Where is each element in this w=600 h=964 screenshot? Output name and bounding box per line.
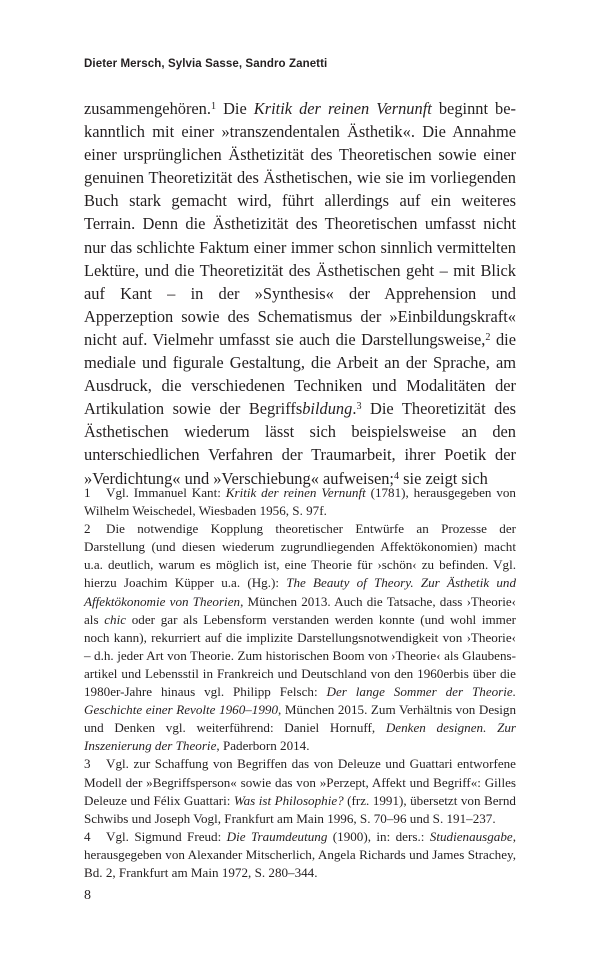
- footnote-4: [84, 828, 516, 882]
- footnote-2: [84, 520, 516, 755]
- text-run: oder gar als Lebensform verstanden werden konnte (und wohl immer noch kann), rekurriert auf die implizite Darstellungsnotwendigkeit von ›Theorie‹ – d.h. jeder Art von Theorie. Zum historischen Boom von ›Theorie‹ als Glaubensartikel und Lebensstil in Frankreich und Deutschland von den 1960erbis über die 1980er-Jahre hinaus vgl. Philipp Felsch:: [84, 611, 517, 700]
- footnote-number: 2: [84, 521, 91, 537]
- footnote-text: [84, 756, 516, 825]
- text-run: beginnt bekanntlich mit einer »transzendentalen Ästhetik«. Die Annahme einer ursprünglichen Ästhetizität des Theoretischen sowie einer genuinen Theoretizität des Ästhetischen, wie sie im vorliegenden Buch stark gemacht wird, führt allerdings auf ein weiteres Terrain. Denn die Ästhetizität des Theoretischen umfasst nicht nur das schlichte Faktum einer immer schon sinnlich vermittelten Lektüre, und die Theoretizität des Ästhetischen geht – mit Blick auf Kant – in der »Synthesis« der Apprehension und Apperzeption sowie des Schematismus der »Einbildungskraft« nicht auf. Vielmehr umfasst sie auch die Darstellungsweise,: [84, 99, 516, 349]
- text-run: zusammengehören.: [84, 99, 211, 118]
- footnote-ref: 1: [210, 100, 217, 112]
- footnote-3: [84, 755, 516, 827]
- text-run: , Paderborn 2014.: [216, 738, 310, 754]
- text-run: (1781), herausgegeben von Wilhelm Weischedel, Wiesbaden 1956, S. 97f.: [84, 485, 516, 519]
- italic-text: Kritik der reinen Vernunft: [253, 99, 432, 118]
- italic-text: Kritik der reinen Vernunft: [225, 485, 366, 500]
- footnote-text: [84, 485, 516, 518]
- running-header: Dieter Mersch, Sylvia Sasse, Sandro Zanetti: [84, 58, 328, 70]
- italic-text: Was ist Philosophie?: [233, 792, 344, 808]
- italic-text: The Beauty of Theory. Zur Ästhetik und Affektökonomie von Theorien: [84, 575, 516, 609]
- text-run: sie zeigt sich: [399, 468, 488, 488]
- italic-text: Studienausgabe: [429, 828, 513, 844]
- text-run: Die: [216, 99, 254, 118]
- italic-text: Der lange Sommer der Theorie. Geschichte einer Revolte 1960–1990: [84, 684, 516, 718]
- text-run: Vgl. zur Schaffung von Begriffen das von Deleuze und Guattari entworfene Modell der »Begriffsperson« sowie das von »Perzept, Affekt und Begriff«: Gilles Deleuze und Félix Guattari:: [84, 756, 516, 808]
- text-run: Vgl. Sigmund Freud:: [106, 828, 227, 844]
- text-run: (1900), in: ders.:: [327, 828, 430, 844]
- footnotes: [84, 484, 516, 882]
- main-body-text: [84, 97, 516, 490]
- italic-text: Die Traumdeutung: [226, 828, 328, 844]
- footnote-ref: 2: [485, 331, 491, 343]
- footnote-ref: 3: [356, 401, 362, 413]
- text-run: , herausgegeben von Alexander Mitscherlich, Angela Richards und James Strachey, Bd. 2, Frankfurt am Main 1972, S. 280–344.: [84, 828, 516, 880]
- italic-text: bildung: [302, 399, 353, 419]
- text-run: .: [352, 399, 357, 419]
- text-run: Die Theoretizität des Ästhetischen wiederum lässt sich beispielsweise an den unterschiedlichen Verfahren der Traumarbeit, ihrer Poetik der »Verdichtung« und »Verschiebung« aufweisen;: [84, 399, 516, 488]
- italic-text: chic: [104, 611, 127, 627]
- footnote-text: [84, 521, 516, 753]
- text-run: , München 2015. Zum Verhältnis von Design und Denken vgl. weiterführend: Daniel Hornuff,: [84, 702, 516, 736]
- text-run: Vgl. Immanuel Kant:: [106, 485, 226, 500]
- italic-text: Denken designen. Zur Inszenierung der Theorie: [84, 720, 516, 754]
- footnote-ref: 4: [393, 470, 400, 482]
- footnote-number: 1: [84, 485, 91, 500]
- text-run: (frz. 1991), übersetzt von Bernd Schwibs und Joseph Vogl, Frankfurt am Main 1996, S. 70–96 und S. 191–237.: [84, 792, 516, 826]
- footnote-1: [84, 484, 516, 520]
- footnote-text: [84, 829, 516, 880]
- footnote-number: 3: [84, 756, 91, 772]
- text-run: Die notwendige Kopplung theoretischer Entwürfe an Prozesse der Darstellung (und diesen wiederum zugrundliegenden Affektökonomien) macht u.a. deutlich, warum es möglich ist, eine Theorie für ›schön‹ zu befinden. Vgl. hierzu Joachim Küpper u.a. (Hg.):: [84, 521, 516, 591]
- text-run: die mediale und figurale Gestaltung, die Arbeit an der Sprache, am Ausdruck, die verschiedenen Techniken und Modalitäten der Artikulation sowie der Begriffs: [84, 329, 516, 419]
- text-run: , München 2013. Auch die Tatsache, dass ›Theorie‹ als: [84, 593, 517, 627]
- page-number: 8: [84, 888, 91, 903]
- footnote-number: 4: [84, 828, 91, 844]
